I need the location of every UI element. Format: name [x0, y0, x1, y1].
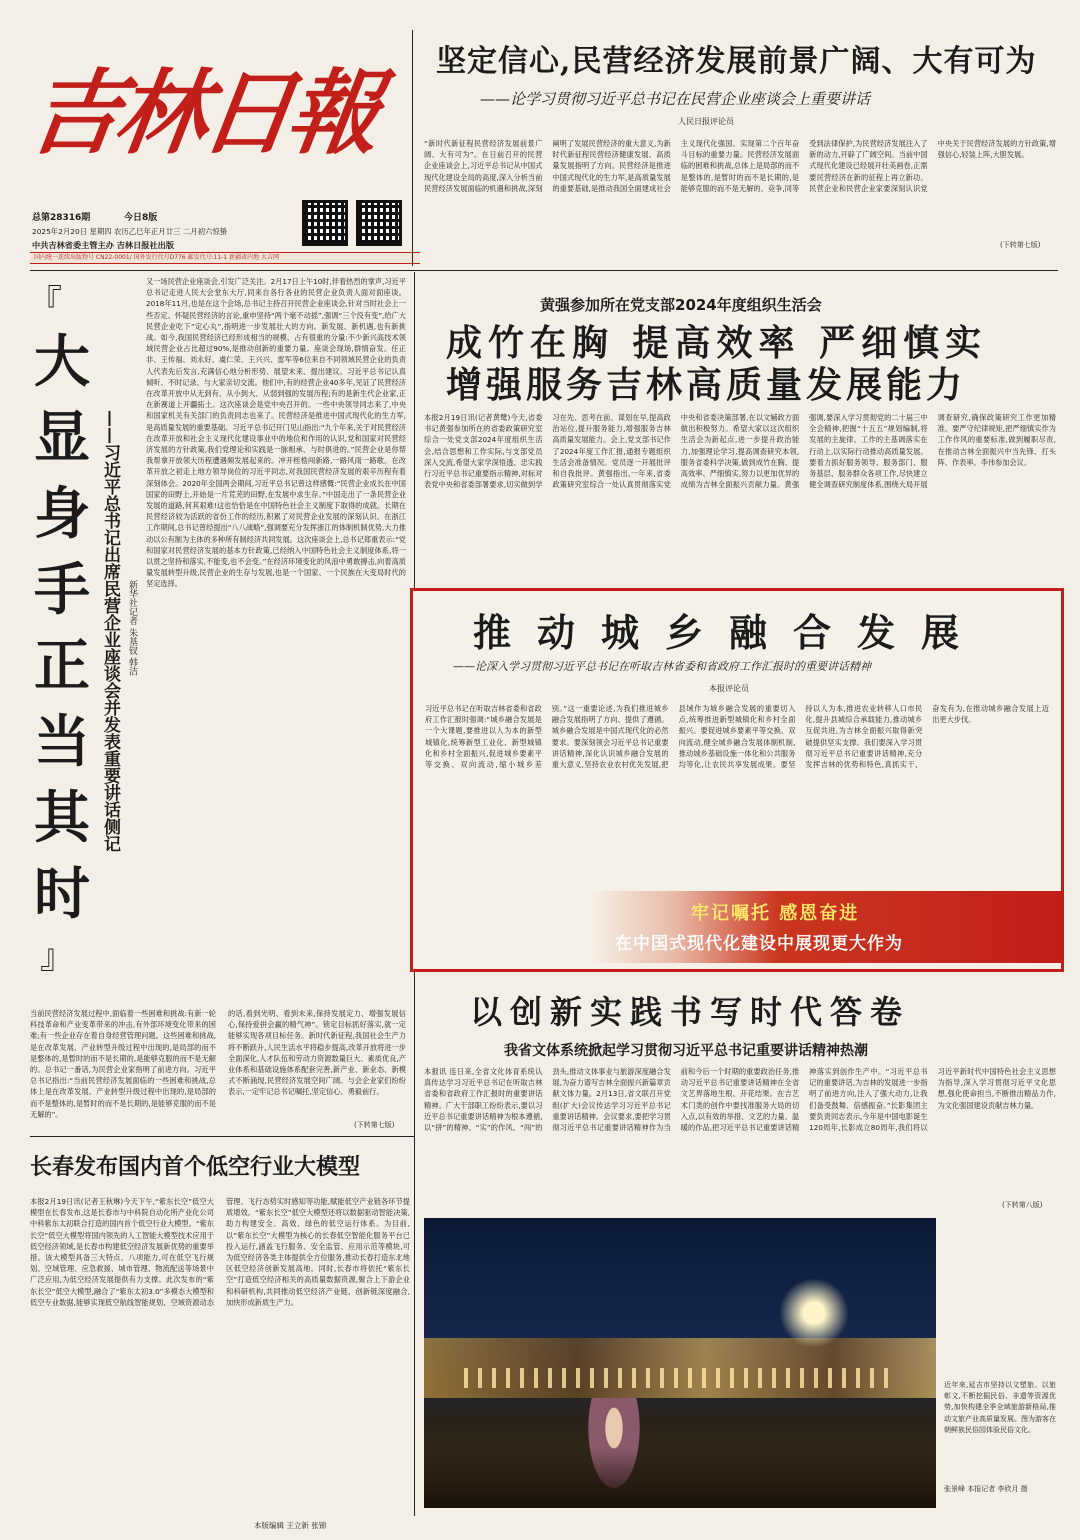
festival-night-photo [424, 1218, 936, 1508]
feature-banner [591, 891, 1061, 963]
side-quote-close: 』 [40, 937, 74, 977]
side-big-title: 大显身手正当其时 [34, 329, 90, 927]
side-body-lower-right: 的话,看到光明、看到未来,保持发展定力、增强发展信心,保持爱拼会赢的精气神”。锁定目标抓好落实,就一定能够实现各项目标任务。新时代新征程,我国社会生产力将不断跃升,人民生活水平将稳步提高,改革开放将进一步全面深化,人才队伍和劳动力资源数量巨大、素质优良,产业体系和基础设施体系配套完善,新产业、新业态、新模式不断涌现,民营经济发展空间广阔。与会企业家们纷纷表示,一定牢记总书记嘱托,坚定信心、勇毅前行。 [228, 1009, 406, 1097]
conf-body: 本报2月19日讯(记者黄鹭)今天,省委书记黄强参加所在的省委政策研究室综合一处党支部2024年度组织生活会,结合思想和工作实际,与支部党员深入交流,希望大家学深悟透、忠实践行习近平总书记重要指示精神,对标对表党中央和省委部署要求,切实做到学习在先、思考在前、谋划在早,提高政治站位,提升服务能力,增强服务吉林高质量发展能力。会上,党支部书记作了2024年度工作汇报,通报专题组织生活会准备情况。党员逐一开展批评和自我批评。黄强指出,一年来,省委政策研究室综合一处认真贯彻落实党中央和省委决策部署,在以文辅政方面做出积极努力。希望大家以这次组织生活会为新起点,进一步提升政治能力,加强理论学习,提高调查研究本领,服务省委科学决策,做到成竹在胸、提高效率、严细慎实,努力以更加优异的成绩为吉林全面振兴贡献力量。黄强强调,要深入学习贯彻党的二十届三中全会精神,把握“十五五”规划编制,将发展的主旋律、工作的主基调落实在行动上,以实际行动推动高质量发展。要着力抓好服务领导、服务部门、服务基层、服务群众各项工作,尽快建立健全调查研究制度体系,围绕大局开展调查研究,确保政策研究工作更加精准。要严守纪律规矩,把严细慎实作为工作作风的重要标准,做到履职尽责,在推动吉林全面振兴中当先锋、打头阵、作表率。李伟参加会议。 [424, 413, 1056, 490]
feature-banner-line1: 牢记嘱托 感恩奋进 [691, 903, 860, 924]
divider [414, 1136, 415, 1516]
feature-box [410, 588, 1064, 972]
conf-title-line2: 增强服务吉林高质量发展能力 [446, 364, 967, 406]
lead-body: “新时代新征程民营经济发展前景广阔、大有可为”。在日前召开的民营企业座谈会上,习近平总书记从中国式现代化建设全局的高度,深入分析当前民营经济发展面临的机遇和挑战,深刻阐明了发展民营经济的重大意义,为新时代新征程民营经济健康发展、高质量发展指明了方向。民营经济是推进中国式现代化的生力军,是高质量发展的重要基础,是推动我国全面建成社会主义现代化强国、实现第二个百年奋斗目标的重要力量。民营经济发展面临的困难和挑战,总体上是局部的而不是整体的,是暂时的而不是长期的,是能够克服的而不是无解的。竞争,同等受到法律保护,为民营经济发展注入了新的动力,开辟了广阔空间。当前中国式现代化建设已经展开壮美画卷,正需要民营经济在新的征程上再立新功。民营企业和民营企业家要深刻认识党中央关于民营经济发展的方针政策,增强信心,轻装上阵,大胆发展。 [424, 139, 1056, 193]
side-jump: (下转第七版) [354, 1121, 395, 1129]
side-subtitle: ——习近平总书记出席民营企业座谈会并发表重要讲话侧记 [100, 410, 120, 852]
conf-kicker: 黄强参加所在党支部2024年度组织生活会 [540, 296, 822, 314]
masthead-logo: 吉林日報 [22, 59, 382, 167]
culture-jump: (下转第八版) [1002, 1201, 1043, 1209]
lead-byline: 人民日报评论员 [678, 117, 734, 126]
side-byline: 新华社记者 朱基钗 韩洁 [127, 580, 137, 676]
editor-line: 本版编辑 王立新 张锦 [254, 1521, 327, 1530]
masthead [22, 28, 410, 268]
lead-title: 坚定信心,民营经济发展前景广阔、大有可为 [436, 44, 1037, 79]
page-count: 今日8版 [124, 213, 158, 223]
feature-title: 推动城乡融合发展 [473, 610, 986, 655]
date-line: 2025年2月20日 星期四 农历乙巳年正月廿三 二月初六惊蛰 [32, 227, 228, 236]
lead-jump: (下转第七版) [1000, 241, 1041, 249]
culture-subtitle: 我省文体系统掀起学习贯彻习近平总书记重要讲话精神热潮 [504, 1043, 868, 1059]
feature-body: 习近平总书记在听取吉林省委和省政府工作汇报时强调:“城乡融合发展是一个大课题,要推进以人为本的新型城镇化,统筹新型工业化、新型城镇化和乡村全面振兴,促进城乡要素平等交换、双向流动,缩小城乡差别。”这一重要论述,为我们推进城乡融合发展指明了方向、提供了遵循。城乡融合发展是中国式现代化的必然要求。要深刻领会习近平总书记重要讲话精神,深化认识城乡融合发展的重大意义,坚持农业农村优先发展,把县域作为城乡融合发展的重要切入点,统筹推进新型城镇化和乡村全面振兴。要促进城乡要素平等交换、双向流动,健全城乡融合发展体制机制,推动城乡基础设施一体化和公共服务均等化,让农民共享发展成果。要坚持以人为本,推进农业转移人口市民化,提升县城综合承载能力,推动城乡互促共进,为吉林全面振兴取得新突破提供坚实支撑。我们要深入学习贯彻习近平总书记重要讲话精神,充分发挥吉林的优势和特色,真抓实干、奋发有为,在推动城乡融合发展上迈出更大步伐。 [425, 704, 1049, 770]
divider [30, 1136, 414, 1137]
side-quote-open: 『 [28, 283, 62, 323]
codes-line: 国内统一连续出版物号 CN22-0001/ 国外发行代号D776 邮发代号:11-1 新疆省内地 大吉网 [34, 254, 280, 261]
side-body: 又一场民营企业座谈会,引发广泛关注。2月17日上午10时,伴着热烈的掌声,习近平总书记走进人民大会堂东大厅,同来自各行各业的民营企业负责人面对面座谈。2018年11月,也是在这个会场,总书记主持召开民营企业座谈会,针对当时社会上一些否定、怀疑民营经济的言论,重申坚持“两个毫不动摇”,强调“三个没有变”,给广大民营企业吃下“定心丸”,指明进一步发展壮大的方向。新发展、新机遇,也有新挑战。如今,我国民营经济已经形成相当的规模、占有很重的分量:不少新兴高技术领域民营企业占比超过90%,是推动创新的重要力量。座谈会现场,群情奋发。任正非、王传福、刘永好、虞仁荣、王兴兴、雷军等6位来自不同领域民营企业的负责人代表先后发言,充满信心地分析形势、展望未来、提出建议。习近平总书记认真倾听、不时记录、与大家亲切交流。他们中,有的经营企业40多年,见证了民营经济在改革开放中从无到有、从小到大、从弱到强的发展历程;有的是新生代企业家,正在新赛道上开疆拓土。这次座谈会是党中央召开的。一些中央领导同志来了,中央和国家机关有关部门的负责同志也来了。民营经济是推进中国式现代化的生力军,是高质量发展的重要基础。习近平总书记开门见山指出:“九个年来,关于对民营经济在改革开放和社会主义现代化建设事业中的地位和作用的认识,党和国家对民营经济发展的方针政策,我们党理论和实践是一脉相承、与时俱进的。”民营企业是你帮我帮拿开放领大历程遭遇频发展起来的。冲开桎梏闯新路,一路风雨一路歌。在改革开放之初走上地方领导岗位的习近平同志,对我国民营经济发展的艰辛历程有着深刻体会。2020年全国两会期间,习近平总书记曾这样感慨:“民营企业成长在中国国家的田野上,开始是一片荒芜的田野,在发展中求生存。”中国走出了一条民营企业发展的道路,何其艰难!这也恰恰是在中国特色社会主义制度下取得的成就。长期在民营经济较为活跃的省份工作的经历,积累了对民营企业发展的深刻认识。在浙江工作期间,总书记曾经提出“八八战略”,强调要充分发挥浙江的体制机制优势,大力推动以公有制为主体的多种所有制经济共同发展。这次座谈会上,总书记郑重表示:“党和国家对民营经济发展的基本方针政策,已经纳入中国特色社会主义制度体系,将一以贯之坚持和落实,不能变,也不会变。”在经济环境变化的风浪中勇敢搏击,向着高质量发展转型升级,民营企业的生存与发展,也是一个国家、一个民族在大变局时代的坚定选择。 [146, 277, 406, 589]
ai-title: 长春发布国内首个低空行业大模型 [30, 1154, 361, 1180]
issue-number: 总第28316期 [32, 213, 91, 223]
photo-caption: 近年来,延吉市坚持以文塑旅、以旅彰文,不断挖掘民俗、非遗等资源优势,加快构建全季全域旅游新格局,推动文旅产业高质量发展。图为游客在朝鲜族民俗园体验民俗文化。 [944, 1381, 1056, 1434]
culture-title: 以创新实践书写时代答卷 [470, 993, 911, 1031]
feature-banner-line2: 在中国式现代化建设中展现更大作为 [615, 934, 903, 954]
codes-bar [30, 252, 420, 264]
qr-code-icon [302, 200, 348, 246]
divider [412, 30, 413, 266]
culture-body: 本报讯 连日来,全省文化体育系统认真传达学习习近平总书记在听取吉林省委和省政府工作汇报时的重要讲话精神。广大干部职工纷纷表示,要以习近平总书记重要讲话精神为根本遵循,以“拼”的精神、“实”的作风、“闯”的劲头,推动文体事业与旅游深度融合发展,为奋力谱写吉林全面振兴新篇章贡献文体力量。2月13日,省文联召开党组(扩大)会议传达学习习近平总书记重要讲话精神。会议要求,要把学习贯彻习近平总书记重要讲话精神作为当前和今后一个时期的重要政治任务,推动习近平总书记重要讲话精神在全省文艺界落地生根、开花结果。在吉艺术门类的创作中要找准服务大局的切入点,以有效的举措、文艺的力量、温暖的作品,把习近平总书记重要讲话精神落实到创作生产中。“习近平总书记的重要讲话,为吉林的发展进一步指明了前进方向,注入了强大动力,让我们备受鼓舞、倍感振奋。”长影集团主要负责同志表示,今年是中国电影诞生120周年,长影成立80周年,我们将以习近平新时代中国特色社会主义思想为指导,深入学习贯彻习近平文化思想,强化使命担当,不断推出精品力作,为文化强国建设贡献吉林力量。 [424, 1067, 1056, 1133]
feature-subtitle: ——论深入学习贯彻习近平总书记在听取吉林省委和省政府工作汇报时的重要讲话精神 [453, 660, 871, 673]
feature-byline: 本报评论员 [709, 684, 749, 693]
photo-credit: 张景峰 本报记者 李欣月 摄 [944, 1485, 1028, 1493]
side-body-lower: 当前民营经济发展过程中,面临着一些困难和挑战:有新一轮科技革命和产业变革带来的冲击,有外部环境变化带来的困难;有一些企业存在着自身经营管理问题。这些困难和挑战,是在改革发展、产业转型升级过程中出现的,是局部的而不是整体的,是暂时的而不是长期的,是能够克服的而不是无解的。总书记一番话,为民营企业家指明了前进方向。习近平总书记指出:“当前民营经济发展面临的一些困难和挑战,总体上是在改革发展、产业转型升级过程中出现的,是局部的而不是整体的,是暂时的而不是长期的,是能够克服的而不是无解的”。 [30, 1009, 216, 1119]
conf-title-line1: 成竹在胸 提高效率 严细慎实 [446, 322, 988, 364]
lead-subtitle: ——论学习贯彻习近平总书记在民营企业座谈会上重要讲话 [480, 90, 871, 108]
publisher-line: 中共吉林省委主管主办 吉林日报社出版 [32, 240, 175, 250]
ai-body: 本报2月19日讯(记者王秋琳)今天下午,“紫东长空”低空大模型在长春发布,这是长春市与中科院自动化所产业化公司中科紫东太初联合打造的国内首个低空行业大模型。“紫东长空”低空大模型将国内领先的人工智能大模型技术应用于低空经济领域,是长春市构建低空经济发展新优势的重要举措。该大模型具备三大特点、八项能力,可在低空飞行规划、空域管理、应急救援、城市管理、物流配送等场景中广泛应用,为低空经济发展提供有力支撑。此次发布的“紫东长空”低空大模型,融合了“紫东太初3.0”多模态大模型和低空专业数据,能够实现低空航线智能规划、空域资源动态管理、飞行态势实时感知等功能,赋能低空产业链各环节提质增效。“紫东长空”低空大模型还将以数据驱动智能决策,助力构建安全、高效、绿色的低空运行体系。为目前,以“紫东长空”大模型为核心的长春低空智能化服务平台已投入运行,涵盖飞行服务、安全监管、应用示范等模块,可为低空经济各类主体提供全方位服务,推动长春打造东北地区低空经济创新发展高地。同时,长春市将依托“紫东长空”打造低空经济相关的高质量数据资源,聚合上下游企业和科研机构,共同推动低空经济产业链、创新链深度融合,加快形成新质生产力。 [30, 1197, 410, 1307]
divider [30, 270, 1058, 271]
qr-code-icon [356, 200, 402, 246]
